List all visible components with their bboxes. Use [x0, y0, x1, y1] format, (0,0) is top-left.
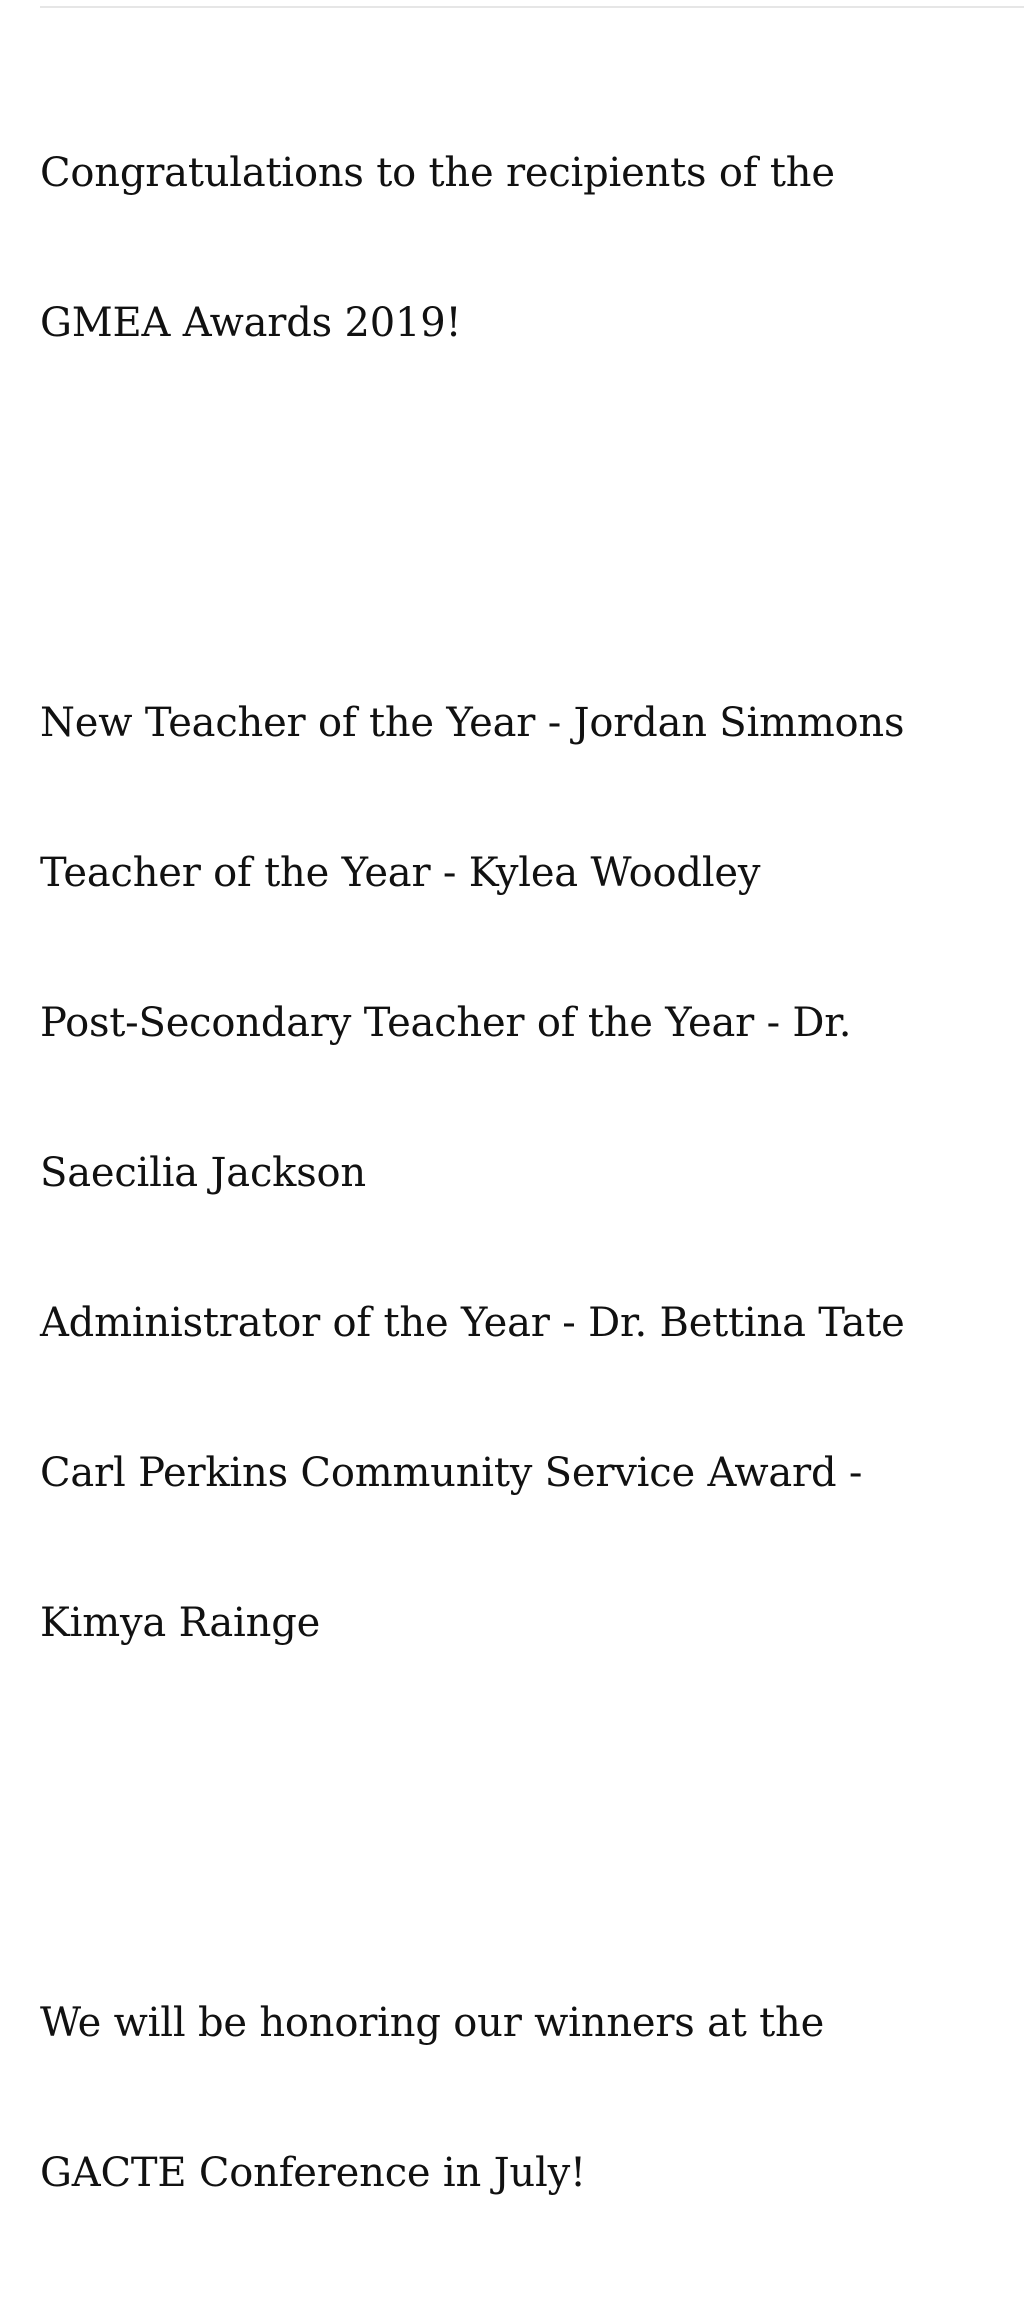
- award-line-1: New Teacher of the Year - Jordan Simmons: [40, 700, 905, 746]
- top-divider: [40, 6, 1024, 8]
- award-line-7: Kimya Rainge: [40, 1600, 321, 1646]
- closing-line-2: GACTE Conference in July!: [40, 2150, 586, 2196]
- award-line-6: Carl Perkins Community Service Award -: [40, 1450, 863, 1496]
- intro-line-2: GMEA Awards 2019!: [40, 300, 462, 346]
- closing-line-1: We will be honoring our winners at the: [40, 2000, 825, 2046]
- award-line-5: Administrator of the Year - Dr. Bettina Tate: [40, 1300, 905, 1346]
- post-text: [40, 48, 1010, 2298]
- intro-line-1: Congratulations to the recipients of the: [40, 150, 835, 196]
- award-line-2: Teacher of the Year - Kylea Woodley: [40, 850, 761, 896]
- award-line-3: Post-Secondary Teacher of the Year - Dr.: [40, 1000, 852, 1046]
- blank-line-1: [40, 498, 1010, 548]
- blank-line-2: [40, 1798, 1010, 1848]
- award-line-4: Saecilia Jackson: [40, 1150, 366, 1196]
